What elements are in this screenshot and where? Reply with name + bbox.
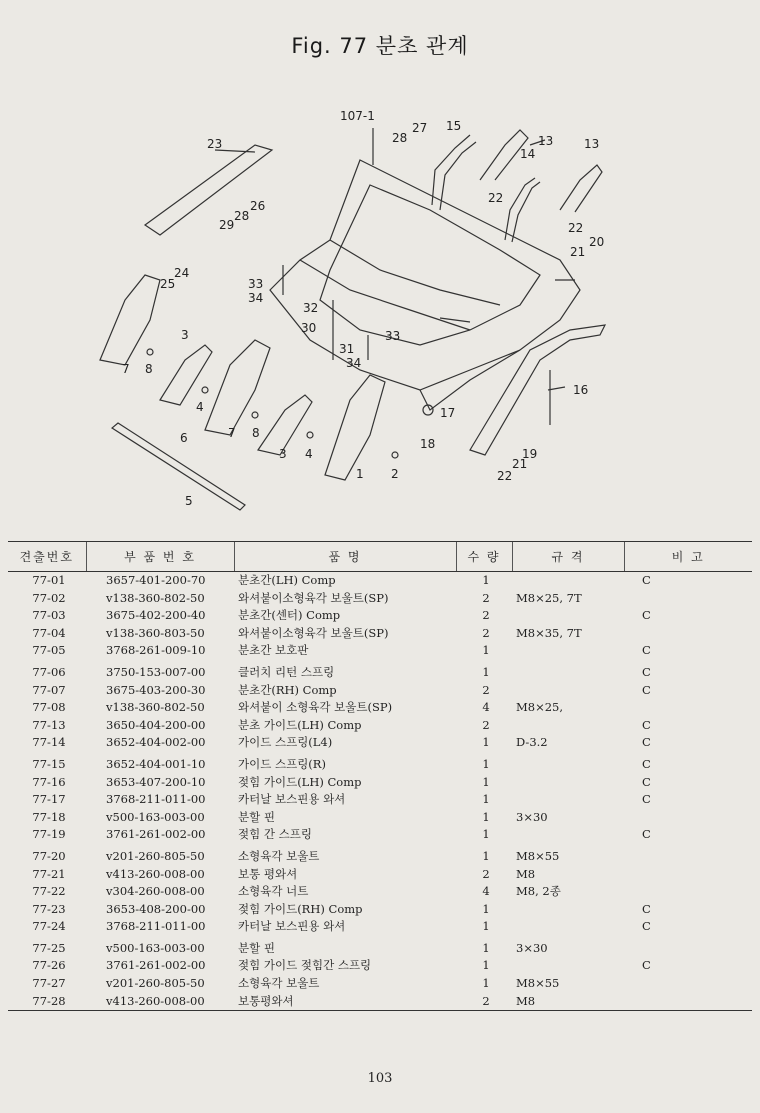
cell-qty: 1 bbox=[482, 919, 490, 934]
table-row bbox=[8, 936, 752, 958]
table-row bbox=[8, 699, 752, 717]
guide-rod-23 bbox=[145, 145, 272, 235]
cell-part: v413-260-008-00 bbox=[106, 866, 205, 881]
callout-label: 30 bbox=[301, 321, 317, 335]
callout-label: 8 bbox=[252, 426, 260, 440]
cell-part: v201-260-805-50 bbox=[106, 976, 205, 991]
callout-label: 33 bbox=[248, 277, 264, 291]
cell-spec bbox=[512, 791, 624, 809]
cell-qty: 1 bbox=[482, 735, 490, 750]
cell-note bbox=[624, 699, 752, 717]
cell-note bbox=[624, 975, 752, 993]
callout-label: 26 bbox=[250, 199, 266, 213]
cell-spec: D-3.2 bbox=[516, 735, 548, 750]
callout-label: 4 bbox=[305, 447, 313, 461]
cell-qty: 1 bbox=[482, 976, 490, 991]
cell-qty: 1 bbox=[482, 664, 490, 679]
callout-label: 17 bbox=[440, 406, 456, 420]
cell-name: 와셔붙이 소형육각 보울트(SP) bbox=[238, 700, 393, 715]
cell-spec bbox=[512, 752, 624, 774]
table-row bbox=[8, 642, 752, 660]
cell-spec: M8×25, 7T bbox=[516, 590, 582, 605]
cell-name: 분할 핀 bbox=[238, 940, 275, 955]
callout-label: 22 bbox=[568, 221, 584, 235]
cell-part: 3652-404-001-10 bbox=[106, 756, 206, 771]
cell-spec bbox=[512, 918, 624, 936]
cell-name: 분초간 보호판 bbox=[238, 643, 309, 658]
cell-no: 77-26 bbox=[32, 958, 66, 973]
cell-name: 분초간(센터) Comp bbox=[238, 608, 341, 623]
cell-name: 클러치 리턴 스프링 bbox=[238, 664, 335, 679]
cell-spec bbox=[512, 901, 624, 919]
table-row bbox=[8, 660, 752, 682]
cell-no: 77-24 bbox=[32, 919, 66, 934]
parts-table-body bbox=[8, 572, 752, 1011]
callout-label: 22 bbox=[497, 469, 513, 483]
table-row bbox=[8, 901, 752, 919]
cell-note: C bbox=[642, 664, 651, 679]
cell-note bbox=[624, 590, 752, 608]
cell-qty: 1 bbox=[482, 573, 490, 587]
cell-spec: M8 bbox=[516, 866, 536, 881]
cell-spec: M8×25, bbox=[516, 700, 564, 715]
callout-label: 23 bbox=[207, 137, 223, 151]
cell-spec bbox=[512, 717, 624, 735]
cell-note bbox=[624, 993, 752, 1011]
guide-spring-14 bbox=[505, 178, 540, 242]
cell-no: 77-21 bbox=[32, 866, 66, 881]
callout-label: 3 bbox=[181, 328, 189, 342]
cell-part: v304-260-008-00 bbox=[106, 884, 205, 899]
cell-part: v201-260-805-50 bbox=[106, 848, 205, 863]
cell-spec bbox=[512, 642, 624, 660]
cell-note: C bbox=[642, 735, 651, 750]
page-title: Fig. 77 분초 관계 bbox=[291, 34, 469, 58]
cell-name: 분초간(LH) Comp bbox=[238, 573, 336, 587]
callout-label: 25 bbox=[160, 277, 176, 291]
callout-label: 15 bbox=[446, 119, 462, 133]
table-row bbox=[8, 809, 752, 827]
cell-name: 젖힘 가이드 젖힘간 스프링 bbox=[238, 958, 372, 973]
cell-qty: 1 bbox=[482, 958, 490, 973]
cell-no: 77-23 bbox=[32, 901, 66, 916]
callout-label: 3 bbox=[279, 447, 287, 461]
table-row bbox=[8, 572, 752, 590]
callout-label: 27 bbox=[412, 121, 428, 135]
cell-name: 보통 평와셔 bbox=[238, 866, 298, 881]
cell-spec bbox=[512, 660, 624, 682]
cell-note bbox=[624, 809, 752, 827]
column-header: 규 격 bbox=[512, 542, 624, 572]
column-header: 견출번호 bbox=[8, 542, 86, 572]
cell-name: 와셔붙이소형육각 보울트(SP) bbox=[238, 590, 389, 605]
cell-qty: 1 bbox=[482, 792, 490, 807]
divider-center-2 bbox=[258, 395, 312, 455]
cell-name: 젖힘 간 스프링 bbox=[238, 827, 312, 842]
cell-note: C bbox=[642, 608, 651, 623]
cell-qty: 1 bbox=[482, 809, 490, 824]
cell-no: 77-01 bbox=[32, 573, 66, 587]
callout-label: 31 bbox=[339, 342, 355, 356]
callout-label: 5 bbox=[185, 494, 193, 508]
callout-label: 2 bbox=[391, 467, 399, 481]
cell-part: 3653-408-200-00 bbox=[106, 901, 206, 916]
cell-no: 77-25 bbox=[32, 940, 66, 955]
table-row bbox=[8, 607, 752, 625]
callout-label: 19 bbox=[522, 447, 538, 461]
exploded-parts-diagram bbox=[0, 90, 760, 530]
callout-label: 34 bbox=[346, 356, 362, 370]
callout-label: 28 bbox=[234, 209, 250, 223]
cell-part: 3768-261-009-10 bbox=[106, 643, 206, 658]
cell-qty: 2 bbox=[482, 717, 490, 732]
cell-name: 가이드 스프링(L4) bbox=[238, 735, 333, 750]
cell-no: 77-02 bbox=[32, 590, 66, 605]
callout-label: 107-1 bbox=[340, 109, 375, 123]
cell-spec bbox=[512, 682, 624, 700]
cell-qty: 1 bbox=[482, 901, 490, 916]
table-row bbox=[8, 826, 752, 844]
table-row bbox=[8, 774, 752, 792]
table-row bbox=[8, 866, 752, 884]
cell-spec bbox=[512, 774, 624, 792]
cell-no: 77-17 bbox=[32, 792, 66, 807]
cell-spec: M8×55 bbox=[516, 976, 560, 991]
callout-label: 13 bbox=[584, 137, 600, 151]
cell-name: 와셔붙이소형육각 보울트(SP) bbox=[238, 625, 389, 640]
cell-part: 3675-403-200-30 bbox=[106, 682, 206, 697]
cell-qty: 1 bbox=[482, 643, 490, 658]
column-header: 부 품 번 호 bbox=[86, 542, 234, 572]
cell-name: 분할 핀 bbox=[238, 809, 275, 824]
cell-note: C bbox=[642, 756, 651, 771]
divider-right bbox=[325, 375, 385, 480]
cell-part: v138-360-803-50 bbox=[106, 625, 205, 640]
callout-label: 29 bbox=[219, 218, 235, 232]
callout-label: 7 bbox=[228, 426, 236, 440]
callout-label: 32 bbox=[303, 301, 319, 315]
table-header-row bbox=[8, 542, 752, 572]
cell-part: 3657-401-200-70 bbox=[106, 573, 206, 587]
cell-qty: 1 bbox=[482, 827, 490, 842]
cell-no: 77-16 bbox=[32, 774, 66, 789]
cell-name: 소형육각 너트 bbox=[238, 884, 309, 899]
table-row bbox=[8, 957, 752, 975]
cell-spec: 3×30 bbox=[516, 809, 548, 824]
callout-label: 6 bbox=[180, 431, 188, 445]
cell-part: 3653-407-200-10 bbox=[106, 774, 206, 789]
callout-label: 14 bbox=[520, 147, 536, 161]
callout-label: 22 bbox=[488, 191, 504, 205]
column-header: 수 량 bbox=[456, 542, 512, 572]
shaft-5 bbox=[112, 423, 245, 510]
cell-note: C bbox=[642, 919, 651, 934]
cell-qty: 1 bbox=[482, 940, 490, 955]
cell-spec: M8×35, 7T bbox=[516, 625, 582, 640]
callout-label: 7 bbox=[122, 362, 130, 376]
table-row bbox=[8, 682, 752, 700]
cell-note: C bbox=[642, 717, 651, 732]
cell-name: 카터날 보스핀용 와셔 bbox=[238, 792, 346, 807]
cell-no: 77-07 bbox=[32, 682, 66, 697]
callout-label: 21 bbox=[512, 457, 528, 471]
cell-note: C bbox=[642, 682, 651, 697]
cell-part: v138-360-802-50 bbox=[106, 700, 205, 715]
cell-spec bbox=[512, 826, 624, 844]
cell-qty: 2 bbox=[482, 608, 490, 623]
cell-spec: M8 bbox=[512, 993, 624, 1011]
cell-spec: 3×30 bbox=[516, 940, 548, 955]
cell-note bbox=[624, 883, 752, 901]
cell-part: 3761-261-002-00 bbox=[106, 958, 206, 973]
cell-qty: 2 bbox=[482, 625, 490, 640]
table-row bbox=[8, 734, 752, 752]
table-row bbox=[8, 844, 752, 866]
cell-no: 77-18 bbox=[32, 809, 66, 824]
cell-no: 77-06 bbox=[32, 664, 66, 679]
callout-label: 24 bbox=[174, 266, 190, 280]
cell-no: 77-08 bbox=[32, 700, 66, 715]
cell-no: 77-20 bbox=[32, 848, 66, 863]
callout-label: 4 bbox=[196, 400, 204, 414]
page-number: 103 bbox=[367, 1071, 393, 1086]
table-row bbox=[8, 918, 752, 936]
table-row bbox=[8, 975, 752, 993]
callout-label: 33 bbox=[385, 329, 401, 343]
divider-mid bbox=[205, 340, 270, 435]
cell-part: v138-360-802-50 bbox=[106, 590, 205, 605]
cell-part: 3768-211-011-00 bbox=[106, 792, 206, 807]
guide-spring-13b bbox=[560, 165, 602, 212]
cell-spec bbox=[512, 572, 624, 590]
cell-part: v413-260-008-00 bbox=[86, 993, 234, 1011]
cell-name: 젖힘 가이드(RH) Comp bbox=[238, 901, 363, 916]
cell-name: 소형육각 보울트 bbox=[238, 848, 320, 863]
cell-part: v500-163-003-00 bbox=[106, 940, 205, 955]
cell-name: 분초 가이드(LH) Comp bbox=[238, 717, 362, 732]
cell-no: 77-15 bbox=[32, 756, 66, 771]
cell-no: 77-14 bbox=[32, 735, 66, 750]
cell-name: 소형육각 보울트 bbox=[238, 976, 320, 991]
cell-qty: 2 bbox=[482, 590, 490, 605]
callout-label: 34 bbox=[248, 291, 264, 305]
callout-label: 1 bbox=[356, 467, 364, 481]
callout-label: 20 bbox=[589, 235, 605, 249]
cell-no: 77-28 bbox=[8, 993, 86, 1011]
cell-spec: M8×55 bbox=[516, 848, 560, 863]
cell-name: 카터날 보스핀용 와셔 bbox=[238, 919, 346, 934]
cell-spec bbox=[512, 957, 624, 975]
callout-label: 21 bbox=[570, 245, 586, 259]
cell-qty: 2 bbox=[482, 682, 490, 697]
cell-qty: 1 bbox=[482, 774, 490, 789]
cell-part: 3768-211-011-00 bbox=[106, 919, 206, 934]
cell-no: 77-22 bbox=[32, 884, 66, 899]
cell-spec: M8, 2종 bbox=[516, 884, 561, 899]
cell-no: 77-27 bbox=[32, 976, 66, 991]
cell-part: 3650-404-200-00 bbox=[106, 717, 206, 732]
divider-center-1 bbox=[160, 345, 212, 405]
cell-part: 3761-261-002-00 bbox=[106, 827, 206, 842]
cell-note: C bbox=[642, 901, 651, 916]
cell-no: 77-19 bbox=[32, 827, 66, 842]
divider-left bbox=[100, 275, 160, 365]
cell-note: C bbox=[642, 958, 651, 973]
column-header: 품 명 bbox=[234, 542, 456, 572]
cell-name: 가이드 스프링(R) bbox=[238, 756, 326, 771]
cell-name: 보통평와셔 bbox=[234, 993, 456, 1011]
callout-label: 18 bbox=[420, 437, 436, 451]
table-row bbox=[8, 752, 752, 774]
callout-label: 13 bbox=[538, 134, 554, 148]
cell-qty: 1 bbox=[482, 848, 490, 863]
cell-qty: 2 bbox=[482, 866, 490, 881]
cell-qty: 4 bbox=[482, 884, 490, 899]
cell-note: C bbox=[642, 792, 651, 807]
parts-table bbox=[8, 541, 752, 1011]
cell-note: C bbox=[642, 827, 651, 842]
column-header: 비 고 bbox=[624, 542, 752, 572]
cell-qty: 2 bbox=[456, 993, 512, 1011]
cell-no: 77-03 bbox=[32, 608, 66, 623]
cell-note bbox=[624, 936, 752, 958]
table-row bbox=[8, 590, 752, 608]
cell-name: 분초간(RH) Comp bbox=[238, 682, 337, 697]
cell-part: 3750-153-007-00 bbox=[106, 664, 206, 679]
callout-label: 28 bbox=[392, 131, 408, 145]
cell-part: v500-163-003-00 bbox=[106, 809, 205, 824]
table-row bbox=[8, 625, 752, 643]
cell-spec bbox=[512, 607, 624, 625]
table-row bbox=[8, 993, 752, 1011]
cell-qty: 4 bbox=[482, 700, 490, 715]
cell-note: C bbox=[642, 774, 651, 789]
table-row bbox=[8, 883, 752, 901]
cell-no: 77-13 bbox=[32, 717, 66, 732]
diagram-drawing bbox=[0, 90, 760, 530]
cell-note: C bbox=[642, 573, 651, 587]
cell-note: C bbox=[642, 643, 651, 658]
cell-note bbox=[624, 625, 752, 643]
cell-part: 3652-404-002-00 bbox=[106, 735, 206, 750]
cell-part: 3675-402-200-40 bbox=[106, 608, 206, 623]
cell-note bbox=[624, 866, 752, 884]
cell-no: 77-04 bbox=[32, 625, 66, 640]
cell-no: 77-05 bbox=[32, 643, 66, 658]
frame-body bbox=[270, 160, 580, 390]
callout-label: 8 bbox=[145, 362, 153, 376]
table-row bbox=[8, 717, 752, 735]
callout-label: 16 bbox=[573, 383, 589, 397]
table-row bbox=[8, 791, 752, 809]
cell-name: 젖힘 가이드(LH) Comp bbox=[238, 774, 362, 789]
cell-qty: 1 bbox=[482, 756, 490, 771]
cell-note bbox=[624, 844, 752, 866]
